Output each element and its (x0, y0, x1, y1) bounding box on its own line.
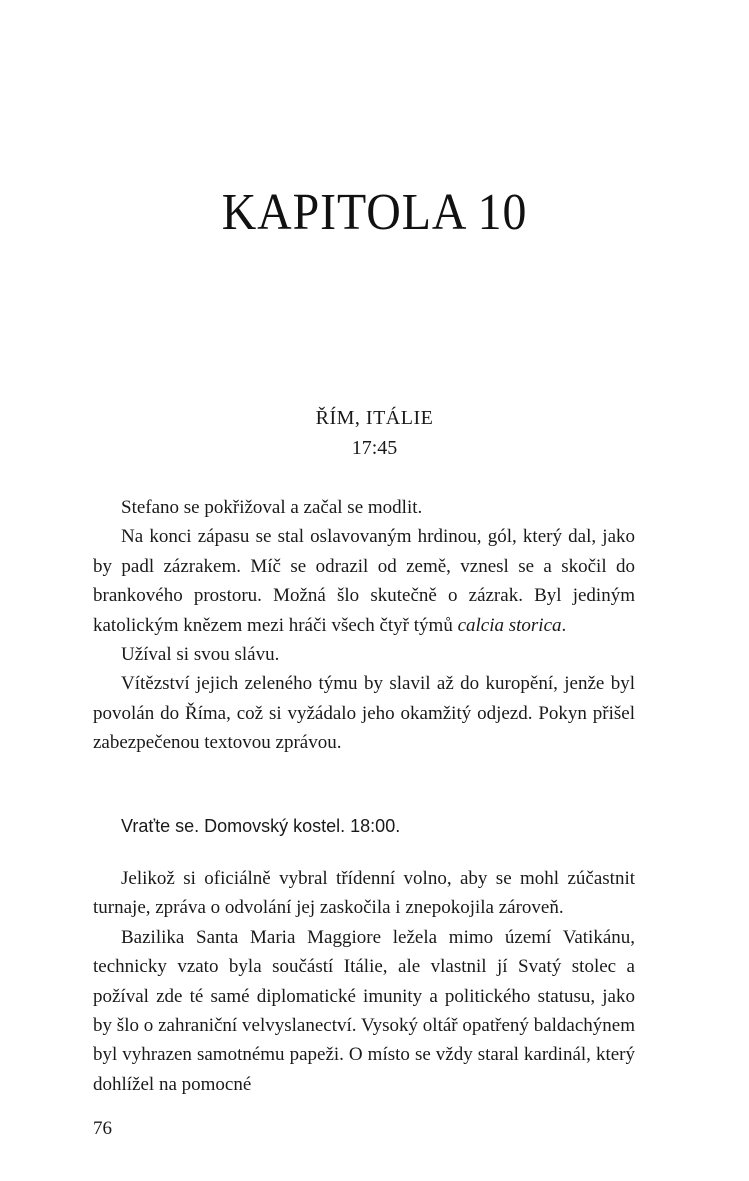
scene-time: 17:45 (351, 437, 398, 459)
paragraph: Bazilika Santa Maria Maggiore ležela mimo území Vatikánu, technicky vzato byla součástí Itálie, ale vlastnil jí Svatý stolec a požíval zde té samé diplomatické imunity a politického statusu, jako by šlo o zahraniční velvyslanectví. Vysoký oltář opatřený baldachýnem byl vyhrazen samotnému papeži. O místo se vždy staral kardinál, který dohlížel na pomocné (93, 926, 635, 1095)
body-text-top (93, 493, 635, 758)
body-text-bottom (93, 864, 635, 1099)
italic-phrase: calcia storica (457, 614, 562, 636)
chapter-title: KAPITOLA 10 (221, 184, 528, 241)
paragraph: Stefano se pokřižoval a začal se modlit. (121, 497, 423, 518)
italic-suffix: . (561, 614, 567, 636)
paragraph: Užíval si svou slávu. (121, 644, 280, 666)
scene-location: ŘÍM, ITÁLIE (315, 407, 434, 429)
paragraph (93, 522, 635, 640)
text-message: Vraťte se. Domovský kostel. 18:00. (121, 816, 401, 836)
paragraph-text: Na konci zápasu se stal oslavovaným hrdinou, gól, který dal, jako by padl zázrakem. Míč se odrazil od země, vznesl se a skočil do brankového prostoru. Možná šlo skutečně o zázrak. Byl jediným katolickým knězem mezi hráči všech čtyř týmů (93, 526, 635, 636)
paragraph: Jelikož si oficiálně vybral třídenní volno, aby se mohl zúčastnit turnaje, zpráva o odvolání jej zaskočila i znepokojila zároveň. (93, 868, 635, 919)
page-number: 76 (93, 1118, 112, 1139)
paragraph: Vítězství jejich zeleného týmu by slavil až do kuropění, jenže byl povolán do Říma, což si vyžádalo jeho okamžitý odjezd. Pokyn přišel zabezpečenou textovou zprávou. (93, 673, 635, 754)
